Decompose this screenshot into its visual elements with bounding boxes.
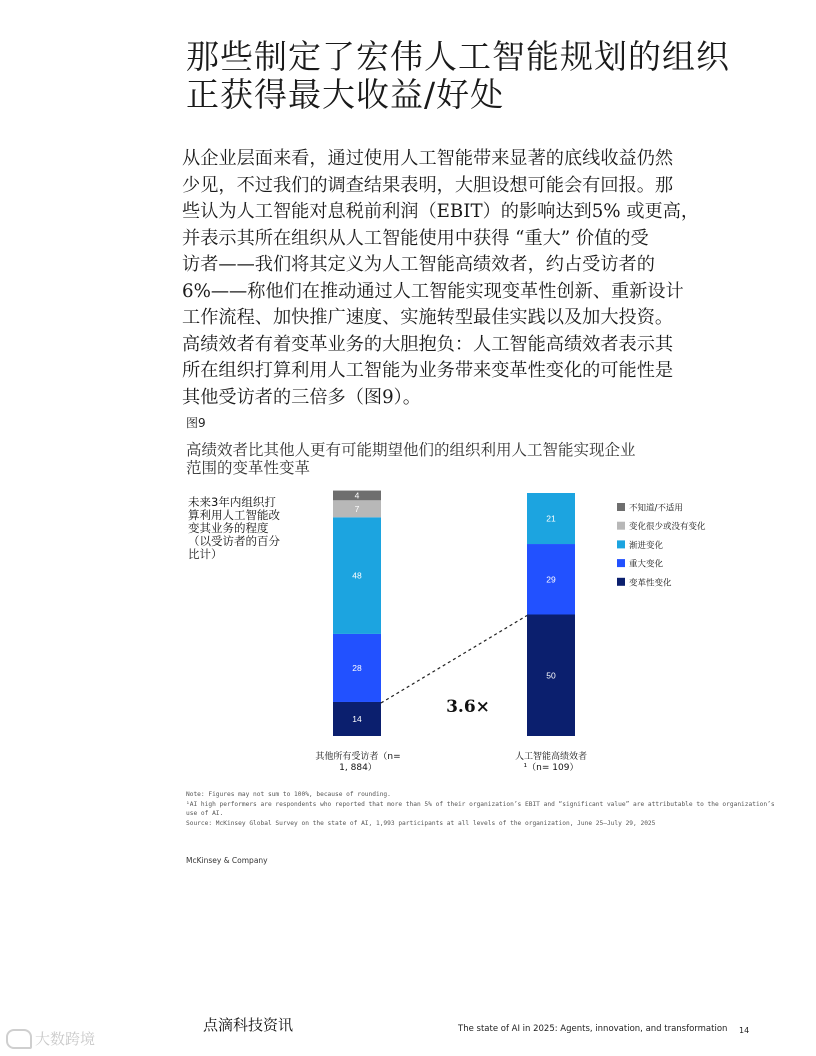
body-line: 6%——称他们在推动通过人工智能实现变革性创新、重新设计 <box>182 280 684 302</box>
body-line: 并表示其所在组织从人工智能使用中获得 “重大” 价值的受 <box>182 227 649 249</box>
figure-notes <box>186 790 775 828</box>
data-label: 14 <box>352 713 362 724</box>
title-line: 正获得最大收益/好处 <box>186 75 505 114</box>
data-label: 7 <box>354 503 360 514</box>
page-number: 14 <box>739 1026 750 1035</box>
legend-swatch <box>617 540 625 548</box>
chart-description <box>188 496 308 561</box>
figure-title-line: 范围的变革性变革 <box>186 459 311 477</box>
body-line: 些认为人工智能对息税前利润（EBIT）的影响达到5% 或更高， <box>182 201 700 222</box>
brand-name: McKinsey & Company <box>186 856 268 865</box>
category-label-line: 人工智能高绩效者 <box>514 752 587 762</box>
note-line: use of AI. <box>186 810 224 817</box>
chart-description-line: （以受访者的百分 <box>188 534 280 548</box>
footer-source-label: 点滴科技资讯 <box>203 1016 294 1034</box>
category-label-line: 其他所有受访者（n= <box>315 752 401 762</box>
data-label: 21 <box>546 513 556 524</box>
chart-description-line: 比计） <box>188 547 223 561</box>
data-label: 50 <box>546 670 556 681</box>
watermark-text: 大数跨境 <box>35 1030 96 1048</box>
body-line: 访者——我们将其定义为人工智能高绩效者，约占受访者的 <box>182 254 655 275</box>
body-line: 少见，不过我们的调查结果表明，大胆设想可能会有回报。那 <box>182 174 674 196</box>
data-label: 28 <box>352 662 362 673</box>
legend-swatch <box>617 578 625 586</box>
body-line: 所在组织打算利用人工智能为业务带来变革性变化的可能性是 <box>182 360 674 381</box>
note-line: Note: Figures may not sum to 100%, because of rounding. <box>186 791 391 798</box>
legend-swatch <box>617 522 625 530</box>
legend-label: 变化很少或没有变化 <box>629 522 706 533</box>
footer-report-title: The state of AI in 2025: Agents, innovation, and transformation <box>458 1024 728 1034</box>
data-label: 29 <box>546 574 556 585</box>
legend-label: 渐进变化 <box>629 540 664 551</box>
body-line: 从企业层面来看，通过使用人工智能带来显著的底线收益仍然 <box>182 148 674 169</box>
note-line: Source: McKinsey Global Survey on the state of AI, 1,993 participants at all levels of the organization, June 25–July 29, 2025 <box>186 819 656 827</box>
chart-description-line: 未来3年内组织打 <box>188 495 276 509</box>
figure-title-line: 高绩效者比其他人更有可能期望他们的组织利用人工智能实现企业 <box>186 441 636 459</box>
data-label: 4 <box>354 490 360 501</box>
data-label: 48 <box>352 570 362 581</box>
body-line: 工作流程、加快推广速度、实施转型最佳实践以及加大投资。 <box>182 307 674 328</box>
watermark <box>6 1028 95 1049</box>
legend-label: 不知道/不适用 <box>629 503 683 514</box>
multiplier-label: 3.6× <box>446 697 490 717</box>
legend-label: 重大变化 <box>629 559 664 570</box>
chart-description-line: 算利用人工智能改 <box>188 508 280 522</box>
category-label-line: ¹（n= 109） <box>523 763 579 773</box>
legend-swatch <box>617 559 625 567</box>
body-paragraph <box>182 146 777 411</box>
note-line: ¹AI high performers are respondents who reported that more than 5% of their organization’s EBIT and “significant value” are attributable to the organization’s <box>186 800 775 808</box>
stacked-bar-chart <box>300 490 730 740</box>
category-label-line: 1, 884） <box>339 763 377 773</box>
body-line: 其他受访者的三倍多（图9）。 <box>182 386 421 408</box>
category-label-high-performers <box>496 752 606 774</box>
figure-label: 图9 <box>186 416 206 430</box>
legend-label: 变革性变化 <box>629 578 672 589</box>
body-line: 高绩效者有着变革业务的大胆抱负：人工智能高绩效者表示其 <box>182 333 674 355</box>
legend-swatch <box>617 503 625 511</box>
chart-description-line: 变其业务的程度 <box>188 521 269 535</box>
comparison-connector <box>381 616 527 703</box>
category-label-others <box>303 752 413 774</box>
watermark-logo-icon <box>6 1029 32 1049</box>
title-line: 那些制定了宏伟人工智能规划的组织 <box>186 37 730 76</box>
figure-title <box>186 441 786 477</box>
page-title <box>186 38 786 114</box>
